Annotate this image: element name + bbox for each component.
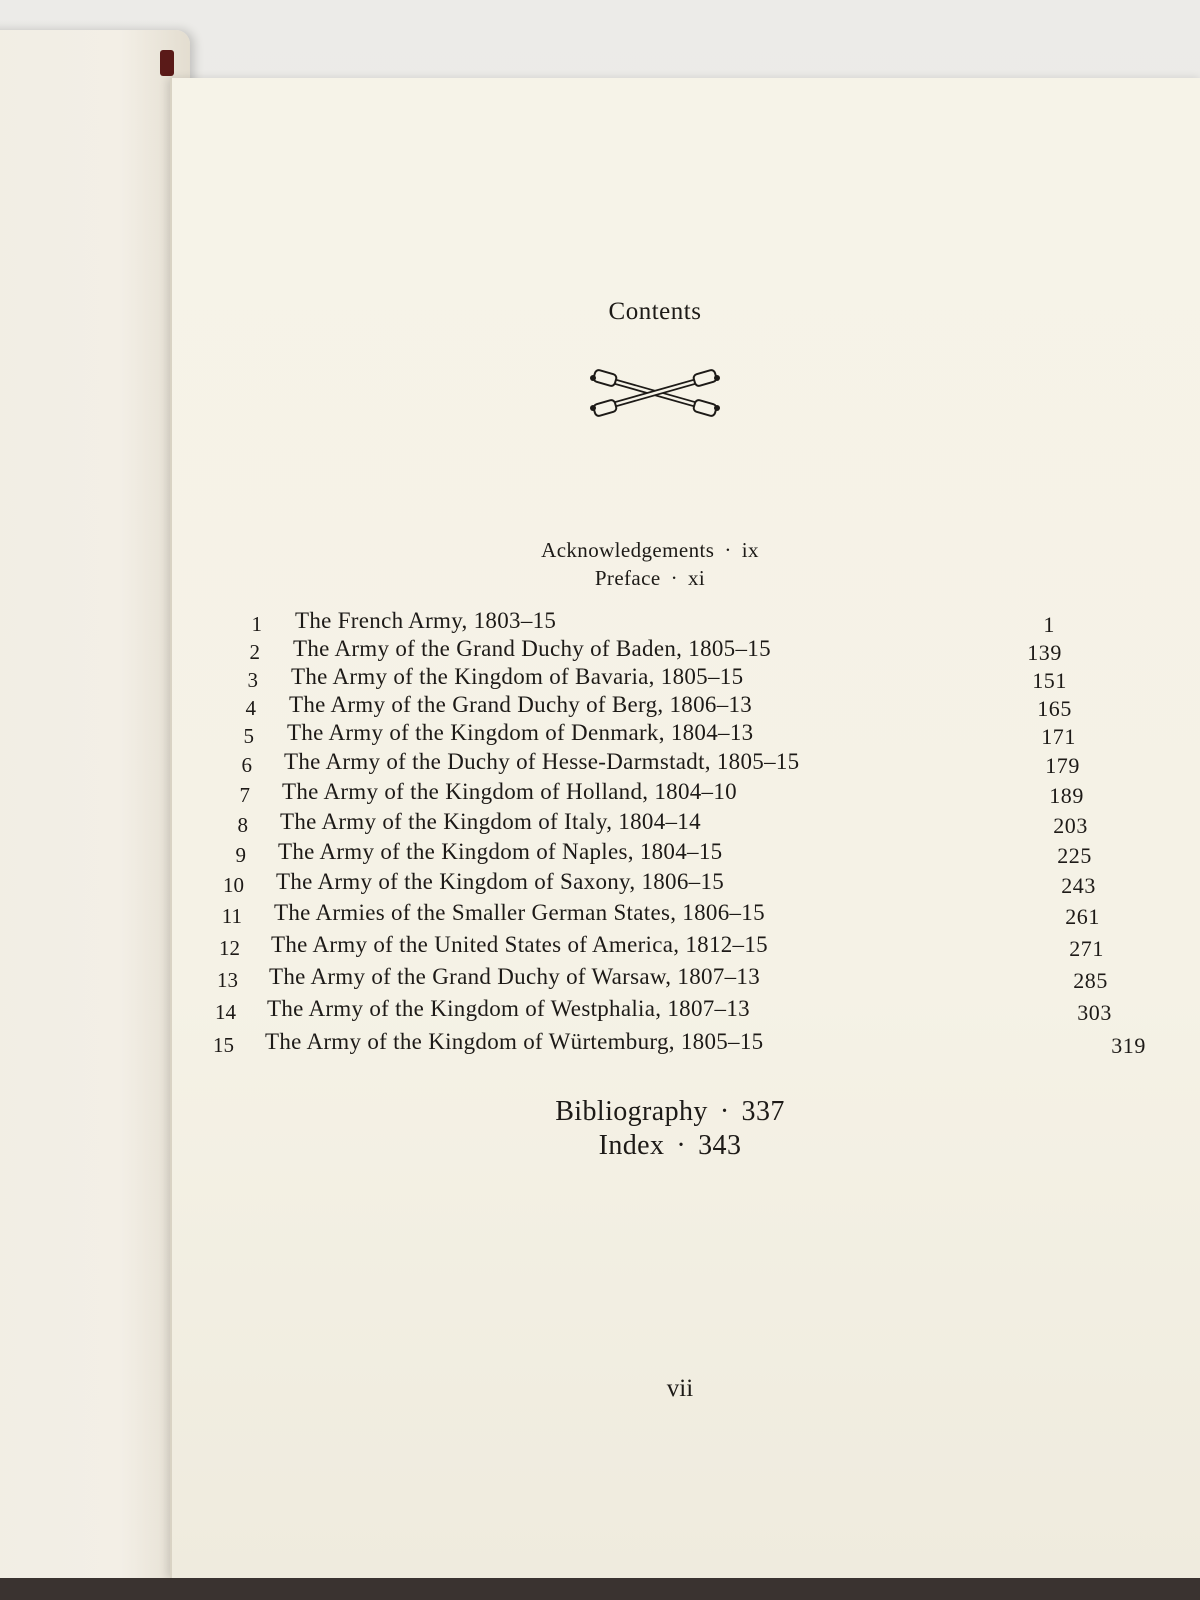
chapter-entry xyxy=(0,608,1200,638)
chapter-page: 285 xyxy=(1073,968,1108,993)
chapter-number: 7 xyxy=(239,783,250,807)
page-title: Contents xyxy=(608,298,702,325)
chapter-entry xyxy=(0,692,1200,722)
chapter-page: 271 xyxy=(1069,936,1104,961)
chapter-number: 1 xyxy=(251,612,262,636)
chapter-title: The Army of the Kingdom of Bavaria, 1805–15 xyxy=(291,664,744,689)
chapter-number: 11 xyxy=(221,904,242,928)
chapter-number: 4 xyxy=(245,696,256,720)
separator-dot: · xyxy=(670,566,678,590)
chapter-number: 15 xyxy=(213,1033,234,1057)
chapter-number: 13 xyxy=(217,968,238,992)
chapter-entry xyxy=(0,779,1200,809)
back-matter-page: 337 xyxy=(741,1096,785,1127)
chapter-page: 139 xyxy=(1027,640,1062,665)
chapter-page: 179 xyxy=(1045,753,1080,778)
chapter-title: The Army of the Kingdom of Westphalia, 1807–13 xyxy=(267,996,750,1021)
chapter-number: 10 xyxy=(223,873,244,897)
chapter-title: The Army of the Grand Duchy of Berg, 1806–13 xyxy=(289,692,753,717)
table-surface xyxy=(0,1578,1200,1600)
chapter-number: 3 xyxy=(247,668,258,692)
chapter-title: The Army of the Kingdom of Denmark, 1804–13 xyxy=(287,720,754,745)
back-matter-entry xyxy=(0,1096,1200,1128)
chapter-page: 243 xyxy=(1061,873,1096,898)
back-matter-label: Bibliography xyxy=(555,1096,708,1127)
back-matter-page: 343 xyxy=(698,1130,742,1161)
front-matter-label: Acknowledgements xyxy=(541,538,715,562)
chapter-title: The Army of the Grand Duchy of Warsaw, 1807–13 xyxy=(269,964,761,989)
page-number: vii xyxy=(666,1375,694,1402)
chapter-title: The Army of the Duchy of Hesse-Darmstadt, 1805–15 xyxy=(284,749,800,774)
chapter-title: The French Army, 1803–15 xyxy=(295,608,557,633)
chapter-page: 171 xyxy=(1041,724,1076,749)
chapter-entry xyxy=(0,720,1200,750)
chapter-entry xyxy=(0,932,1200,962)
separator-dot: · xyxy=(719,1096,730,1127)
chapter-entry xyxy=(0,636,1200,666)
chapter-title: The Army of the United States of America, 1812–15 xyxy=(271,932,768,957)
chapter-page: 261 xyxy=(1065,904,1100,929)
chapter-title: The Army of the Kingdom of Holland, 1804–10 xyxy=(282,779,737,804)
back-matter-entry xyxy=(0,1130,1200,1162)
chapter-title: The Army of the Kingdom of Würtemburg, 1805–15 xyxy=(265,1029,764,1054)
front-matter-label: Preface xyxy=(594,566,661,590)
chapter-title: The Armies of the Smaller German States, 1806–15 xyxy=(274,900,765,925)
chapter-page: 165 xyxy=(1037,696,1072,721)
chapter-entry xyxy=(0,809,1200,839)
chapter-title: The Army of the Kingdom of Italy, 1804–14 xyxy=(280,809,701,834)
chapter-title: The Army of the Kingdom of Naples, 1804–15 xyxy=(278,839,723,864)
chapter-entry xyxy=(0,839,1200,869)
chapter-entry xyxy=(0,749,1200,779)
chapter-number: 14 xyxy=(215,1000,236,1024)
back-matter-label: Index xyxy=(598,1130,665,1161)
chapter-entry xyxy=(0,1029,1200,1059)
front-matter-page: ix xyxy=(741,538,759,562)
chapter-entry xyxy=(0,996,1200,1026)
separator-dot: · xyxy=(676,1130,687,1161)
chapter-number: 12 xyxy=(219,936,240,960)
chapter-number: 2 xyxy=(249,640,260,664)
chapter-page: 151 xyxy=(1032,668,1067,693)
separator-dot: · xyxy=(724,538,732,562)
chapter-number: 9 xyxy=(235,843,246,867)
chapter-page: 319 xyxy=(1111,1033,1146,1058)
chapter-entry xyxy=(0,964,1200,994)
chapter-entry xyxy=(0,664,1200,694)
chapter-page: 203 xyxy=(1053,813,1088,838)
front-matter-page: xi xyxy=(688,566,706,590)
chapter-page: 1 xyxy=(1043,612,1055,637)
chapter-title: The Army of the Grand Duchy of Baden, 1805–15 xyxy=(293,636,771,661)
chapter-entry xyxy=(0,869,1200,899)
chapter-title: The Army of the Kingdom of Saxony, 1806–15 xyxy=(276,869,725,894)
chapter-entry xyxy=(0,900,1200,930)
chapter-page: 225 xyxy=(1057,843,1092,868)
chapter-page: 189 xyxy=(1049,783,1084,808)
chapter-number: 8 xyxy=(237,813,248,837)
chapter-number: 5 xyxy=(243,724,254,748)
chapter-page: 303 xyxy=(1077,1000,1112,1025)
chapter-number: 6 xyxy=(241,753,252,777)
